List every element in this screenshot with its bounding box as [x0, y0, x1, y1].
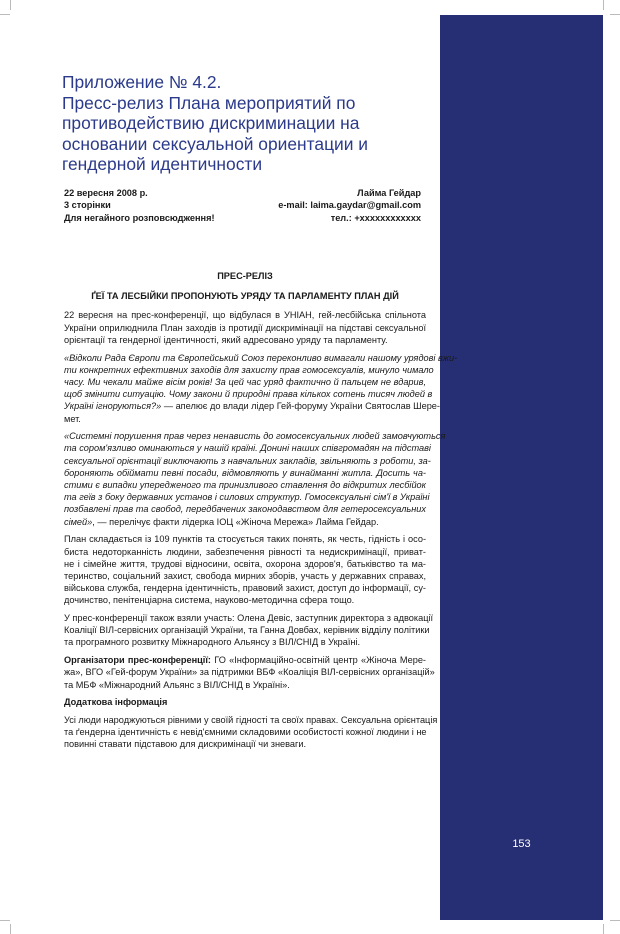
text-line: биста недоторканність людини, забезпечення рівності та недискримінації, приват-	[64, 546, 426, 557]
release-heading: ПРЕС-РЕЛІЗ	[217, 271, 273, 281]
contact-phone: тел.: +xxxxxxxxxxxx	[330, 212, 421, 223]
title-line: основании сексуальной ориентации и	[62, 133, 369, 154]
text-line: теринство, соціальний захист, свобода мирних зборів, участь у державних справах,	[64, 570, 426, 581]
text-line: повинні ставати підставою для дискримінації чи зневаги.	[64, 739, 307, 750]
text-line: Коаліції ВІЛ-сервісних організацій України, та Ганна Довбах, керівник відділу політики	[64, 625, 430, 636]
text-line: не і сімейне життя, трудові відносини, освіта, охорона здоров'я, батьківство та ма-	[64, 558, 426, 569]
text-line: позбавлені прав та свобод, передбачених законодавством для гетеросексуальних	[64, 504, 426, 515]
text-line: стими є випадки упередженого та принизливого ставлення до відкритих лесбійок	[64, 480, 426, 491]
title-line: гендерной идентичности	[62, 154, 263, 174]
crop-mark	[10, 0, 11, 10]
title-line: Приложение № 4.2.	[62, 72, 222, 92]
distribution-note: Для негайного розповсюдження!	[64, 212, 215, 223]
text-line: та МБФ «Міжнародний Альянс з ВІЛ/СНІД в Україні».	[64, 679, 290, 690]
paragraph	[64, 612, 434, 649]
contact-email: e-mail: laima.gaydar@gmail.com	[278, 200, 421, 211]
text-line: У прес-конференції також взяли участь: Олена Девіс, заступник директора з адвокації	[64, 613, 434, 624]
crop-mark	[610, 14, 620, 15]
organizers-label: Організатори прес-конференції:	[64, 655, 211, 666]
text-line: , — перелічує факти лідерка ІОЦ «Жіноча Мережа» Лайма Гейдар.	[92, 516, 379, 527]
release-meta	[64, 187, 421, 224]
crop-mark	[0, 920, 10, 921]
text-line: та сором'язливо оминаються у нашій країні. Донині наших співгромадян на підставі	[64, 443, 431, 454]
text-line: сексуальної орієнтації виключають з навчальних закладів, звільняють з роботи, за-	[64, 455, 431, 466]
text-line: 22 вересня на прес-конференції, що відбулася в УНІАН, гей-лесбійська спільнота	[64, 310, 426, 321]
crop-mark	[603, 924, 604, 934]
title-line: противодействию дискриминации на	[62, 113, 360, 133]
text-line: військова служба, гендерна ідентичність, правовий захист, доступ до інформації, су-	[64, 583, 426, 594]
paragraph	[64, 352, 458, 425]
text-line: Україні ігноруються?»	[64, 401, 162, 412]
text-line: Усі люди народжуються рівними у своїй гідності та своїх правах. Сексуальна орієнтація	[64, 715, 438, 725]
paragraph	[64, 533, 426, 606]
text-line: та геїв з боку державних установ і силових структур. Гомосексуальні сім'ї в Україні	[64, 492, 430, 503]
text-line: орієнтації та гендерної ідентичності, який адресовано уряду та парламенту.	[64, 334, 388, 345]
text-line: сімей»	[64, 516, 93, 527]
text-line: щоб змінити ситуацію. Чому закони й природні права кількох сотень тисяч людей в	[64, 389, 433, 400]
text-line: мет.	[64, 413, 81, 424]
text-line: та ґендерна ідентичність є невід'ємними складовими особистості кожної людини і не	[64, 727, 427, 738]
page-number: 153	[512, 838, 531, 850]
paragraph	[64, 309, 426, 346]
text-line: часу. Ми чекали майже вісім років! За цей час уряд фактично й пальцем не вдарив,	[64, 376, 426, 387]
page-count: 3 сторінки	[64, 200, 111, 211]
page-title	[62, 72, 432, 175]
text-line: «Системні порушення прав через ненависть до гомосексуальних людей замовчуються	[64, 431, 446, 442]
text-line: жа», ВГО «Гей-форум України» за підтримки ВБФ «Коаліція ВІЛ-сервісних організацій»	[64, 667, 435, 678]
text-line: та програмного розвитку Міжнародного Альянсу з ВІЛ/СНІД в Україні.	[64, 637, 361, 648]
text-line: ти конкретних ефективних заходів для захисту прав гомосексуалів, минуло чимало	[64, 364, 434, 375]
crop-mark	[610, 920, 620, 921]
text-line: України оприлюднила План заходів із протидії дискримінації на підставі сексуальної	[64, 322, 426, 333]
text-line: «Відколи Рада Європи та Європейський Союз переконливо вимагали нашому урядові вжи-	[64, 352, 458, 363]
release-date: 22 вересня 2008 р.	[64, 188, 148, 198]
text-line: ГО «Інформаційно-освітній центр «Жіноча Мере-	[210, 655, 426, 666]
text-line: дочинство, пенітенціарна система, науково-методична сфера тощо.	[64, 595, 355, 606]
extra-info-heading: Додаткова інформація	[64, 697, 168, 708]
crop-mark	[10, 924, 11, 934]
text-line: План складається із 109 пунктів та стосується таких понять, як честь, гідність і осо-	[64, 534, 426, 545]
release-subheading: ҐЕЇ ТА ЛЕСБІЙКИ ПРОПОНУЮТЬ УРЯДУ ТА ПАРЛАМЕНТУ ПЛАН ДІЙ	[91, 291, 399, 302]
text-line: — апелює до влади лідер Гей-форуму України Святослав Шере-	[161, 401, 440, 412]
release-body	[64, 270, 458, 756]
paragraph	[64, 714, 438, 751]
paragraph	[64, 654, 435, 691]
text-line: бороняють обіймати певні посади, відмовляють у винайманні житла. Досить ча-	[64, 467, 426, 478]
contact-name: Лайма Гейдар	[357, 188, 421, 198]
paragraph	[64, 430, 446, 528]
title-line: Пресс-релиз Плана мероприятий по	[62, 92, 356, 113]
crop-mark	[603, 0, 604, 10]
crop-mark	[0, 14, 10, 15]
side-panel	[440, 15, 603, 920]
